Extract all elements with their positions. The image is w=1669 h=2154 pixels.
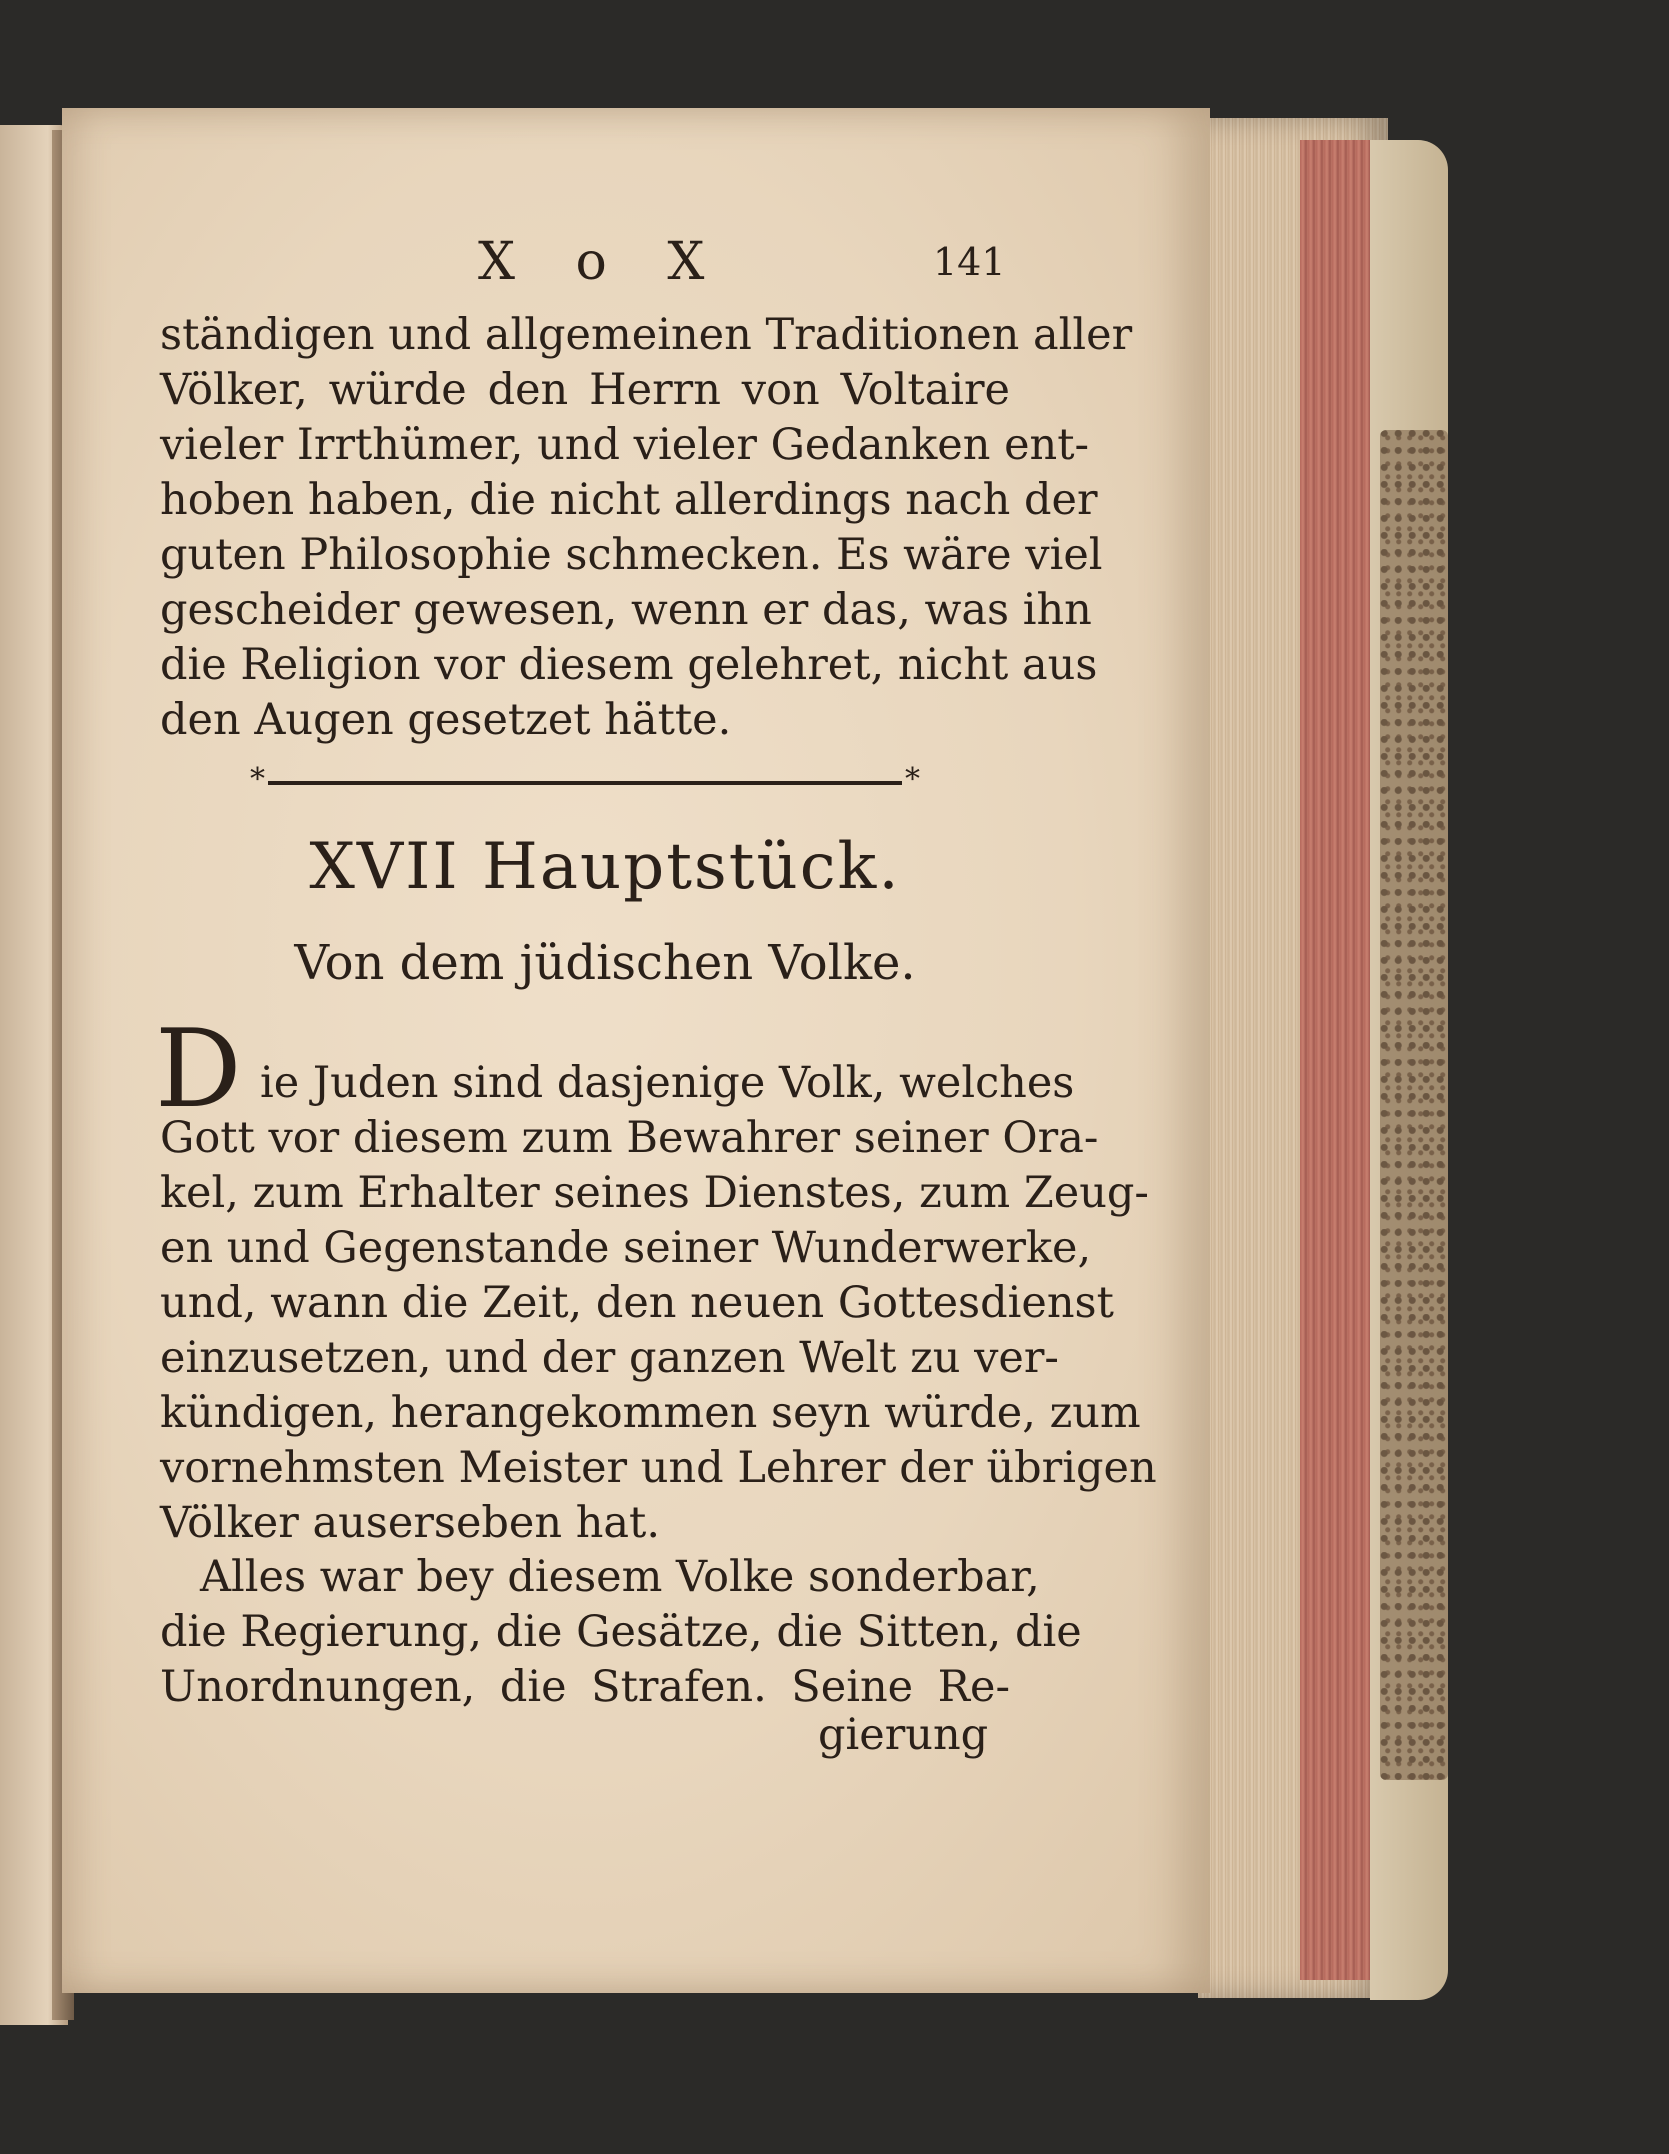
text-line: die Regierung, die Gesätze, die Sitten, die (160, 1607, 1082, 1657)
text-line: Gott vor diesem zum Bewahrer seiner Ora- (160, 1113, 1099, 1163)
section-divider (250, 762, 920, 797)
text-line: Völker auserseben hat. (160, 1498, 661, 1548)
red-page-edges (1300, 140, 1378, 1980)
header-ornament: X o X (478, 232, 727, 292)
chapter-subtitle: Von dem jüdischen Volke. (294, 935, 916, 991)
text-line: ie Juden sind dasjenige Volk, welches (260, 1058, 1075, 1108)
chapter-title: XVII Hauptstück. (309, 830, 901, 904)
text-line: vornehmsten Meister und Lehrer der übrigen (160, 1443, 1157, 1493)
text-line: Alles war bey diesem Volke sonderbar, (200, 1552, 1040, 1602)
text-line: den Augen gesetzet hätte. (160, 695, 732, 745)
text-line: guten Philosophie schmecken. Es wäre viel (160, 530, 1103, 580)
text-line: gescheider gewesen, wenn er das, was ihn (160, 585, 1092, 635)
text-line: kel, zum Erhalter seines Dienstes, zum Zeug- (160, 1168, 1149, 1218)
text-line: einzusetzen, und der ganzen Welt zu ver- (160, 1333, 1059, 1383)
paragraph-2 (160, 1056, 1157, 1551)
text-line: kündigen, herangekommen seyn würde, zum (160, 1388, 1141, 1438)
drop-initial: D (155, 1007, 242, 1132)
paragraph-1 (160, 308, 1133, 748)
text-line: Völker, würde den Herrn von Voltaire (160, 365, 1010, 415)
divider-line (268, 781, 902, 785)
paragraph-3 (160, 1550, 1082, 1715)
text-line: hoben haben, die nicht allerdings nach der (160, 475, 1098, 525)
text-line: en und Gegenstande seiner Wunderwerke, (160, 1223, 1092, 1273)
text-line: vieler Irrthümer, und vieler Gedanken ent- (160, 420, 1090, 470)
text-line: die Religion vor diesem gelehret, nicht aus (160, 640, 1098, 690)
text-line: und, wann die Zeit, den neuen Gottesdienst (160, 1278, 1114, 1328)
text-line: Unordnungen, die Strafen. Seine Re- (160, 1662, 1010, 1712)
page-number: 141 (933, 240, 1006, 284)
text-line: ständigen und allgemeinen Traditionen aller (160, 310, 1133, 360)
divider-star-right: * (905, 762, 920, 797)
divider-star-left: * (250, 762, 265, 797)
catchword: gierung (818, 1710, 989, 1760)
marbled-cover (1380, 430, 1448, 1780)
